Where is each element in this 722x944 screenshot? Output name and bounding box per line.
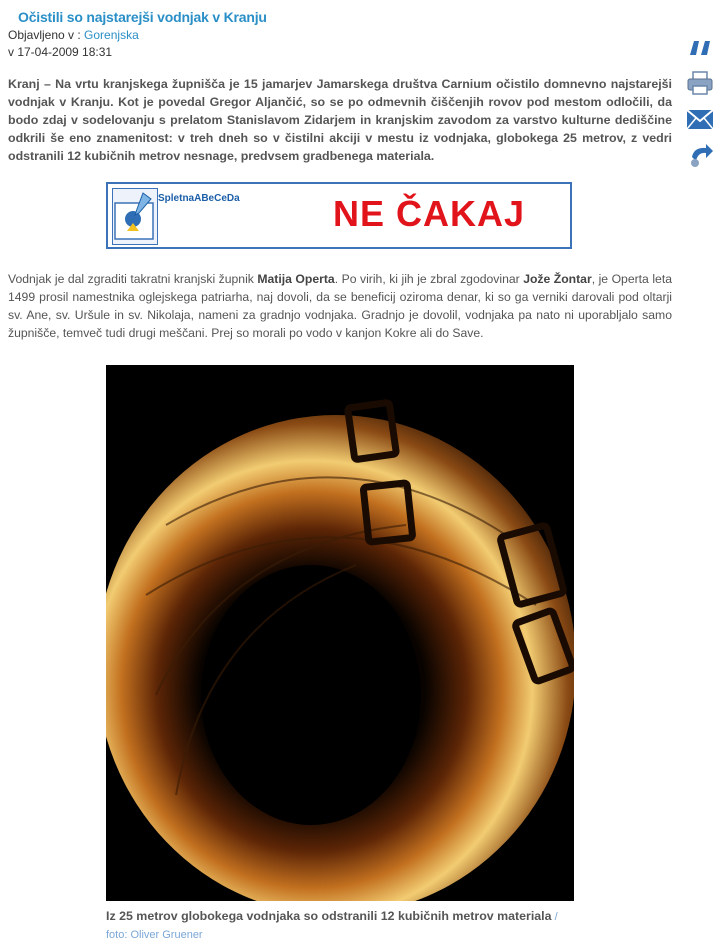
person-name-zontar: Jože Žontar	[523, 272, 592, 286]
banner-brand: SpletnaABeCeDa	[158, 193, 240, 204]
article-lead: Kranj – Na vrtu kranjskega župnišča je 15 jamarjev Jamarskega društva Carnium očistilo domnevno najstarejši vodnjak v Kranju. Kot je povedal Gregor Aljančić, so se po odmevnih čiščenjih rovov pod mestom odločili, da bodo zdaj v sodelovanju s prelatom Stanislavom Zidarjem in kranjskim zavodom za varstvo kulturne dediščine odkrili še eno znamenitost: v treh dneh so v čistilni akciji v mestu iz vodnjaka, globokega 25 metrov, z vedri odstranili 12 kubičnih metrov nesnage, predvsem gradbenega materiala.	[8, 77, 672, 163]
quote-icon	[686, 33, 714, 61]
well-photo-image	[106, 365, 574, 901]
photo-credit: / foto: Oliver Gruener	[106, 911, 558, 941]
body-text-3: , je Operta leta 1499 prosil namestnika oglejskega patriarha, naj dovoli, da se beneficij oziroma denar, ki so ga verniki darovali pod oltarji sv. Ane, sv. Uršule in sv. Nikolaja, nameni za gradnjo vodnjaka. Gradnjo je dovolil, vodnjaka pa nato ni uporabljalo samo župnišče, temveč tudi drugi meščani. Prej so morali po vodo v kanjon Kokre ali do Save.	[8, 272, 672, 340]
caption-text: Iz 25 metrov globokega vodnjaka so odstranili 12 kubičnih metrov materiala	[106, 909, 552, 923]
share-button[interactable]	[686, 141, 714, 169]
well-photo	[106, 365, 574, 901]
article-title[interactable]: Očistili so najstarejši vodnjak v Kranju	[18, 9, 267, 25]
category-link[interactable]: Gorenjska	[84, 28, 139, 42]
banner-logo	[112, 188, 158, 245]
article-body	[8, 270, 672, 342]
ad-banner[interactable]	[106, 182, 572, 249]
banner-cta: NE ČAKAJ	[333, 193, 526, 234]
body-text-2: . Po virih, ki jih je zbral zgodovinar	[334, 272, 524, 286]
photo-caption	[106, 908, 576, 944]
body-text-1: Vodnjak je dal zgraditi takratni kranjski župnik	[8, 272, 258, 286]
published-label: Objavljeno v :	[8, 28, 81, 42]
email-icon	[686, 105, 714, 133]
share-icon	[686, 141, 714, 169]
published-date: v 17-04-2009 18:31	[8, 45, 113, 59]
person-name-operta: Matija Operta	[257, 272, 335, 286]
published-row	[8, 28, 139, 42]
print-icon	[686, 69, 714, 97]
print-button[interactable]	[686, 69, 714, 97]
quote-button[interactable]	[686, 33, 714, 61]
email-button[interactable]	[686, 105, 714, 133]
banner-logo-icon	[113, 189, 157, 244]
